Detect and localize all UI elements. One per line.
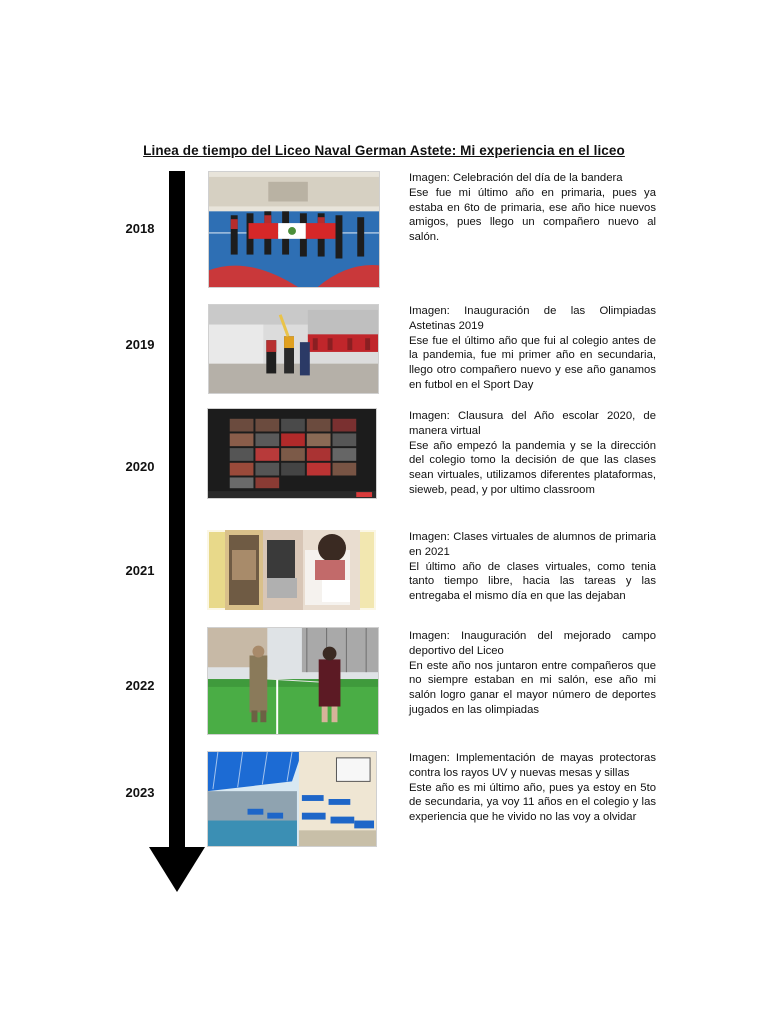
page-title: Linea de tiempo del Liceo Naval German Astete: Mi experiencia en el liceo — [143, 143, 625, 158]
timeline-year: 2019 — [125, 337, 155, 352]
timeline-entry-2019 — [409, 304, 656, 393]
entry-text: En este año nos juntaron entre compañeros que no siempre estaban en mi salón, ese año mi salón logro ganar el mayor número de deportes jugados en las olimpiadas — [409, 659, 656, 716]
photo-virtual-classes — [207, 530, 376, 610]
photo-olympics-inauguration — [208, 304, 379, 394]
timeline-entry-2020 — [409, 409, 656, 498]
entry-text: Ese año empezó la pandemia y se la dirección del colegio tomo la decisión de que las clases sean virtuales, utilizamos diferentes plataformas, sieweb, pead, y por ultimo classroom — [409, 439, 656, 496]
timeline-year: 2023 — [125, 785, 155, 800]
timeline-axis — [169, 171, 185, 851]
timeline-year: 2021 — [125, 563, 155, 578]
timeline-entry-2018 — [409, 171, 656, 245]
timeline-year: 2018 — [125, 221, 155, 236]
timeline-year: 2020 — [125, 459, 155, 474]
image-caption: Imagen: Inauguración de las Olimpiadas Astetinas 2019 — [409, 305, 656, 332]
photo-sports-field — [207, 627, 379, 735]
timeline-arrow-icon — [149, 847, 205, 892]
entry-text: El último año de clases virtuales, como tenia tanto tiempo libre, hacia las tareas y las entregaba el mismo día en que las dejaban — [409, 560, 656, 603]
photo-uv-shades — [207, 751, 377, 847]
entry-text: Ese fue el último año que fui al colegio antes de la pandemia, fue mi primer año en secundaria, llego otro compañero nuevo y ese año ganamos en futbol en el Sport Day — [409, 334, 656, 391]
image-caption: Imagen: Clases virtuales de alumnos de primaria en 2021 — [409, 531, 656, 558]
image-caption: Imagen: Inauguración del mejorado campo deportivo del Liceo — [409, 630, 656, 657]
photo-flag-day — [208, 171, 380, 288]
timeline-entry-2023 — [409, 751, 656, 825]
entry-text: Este año es mi último año, pues ya estoy en 5to de secundaria, ya voy 11 años en el colegio y las experiencia que he vivido no las voy a olvidar — [409, 781, 656, 824]
image-caption: Imagen: Implementación de mayas protectoras contra los rayos UV y nuevas mesas y sillas — [409, 752, 656, 779]
image-caption: Imagen: Clausura del Año escolar 2020, de manera virtual — [409, 410, 656, 437]
photo-virtual-closing — [207, 408, 377, 499]
image-caption: Imagen: Celebración del día de la bandera — [409, 172, 623, 184]
timeline-entry-2021 — [409, 530, 656, 604]
timeline-entry-2022 — [409, 629, 656, 718]
entry-text: Ese fue mi último año en primaria, pues ya estaba en 6to de primaria, ese año hice nuevos amigos, pues llego un compañero nuevo al salón. — [409, 186, 656, 244]
timeline-year: 2022 — [125, 678, 155, 693]
